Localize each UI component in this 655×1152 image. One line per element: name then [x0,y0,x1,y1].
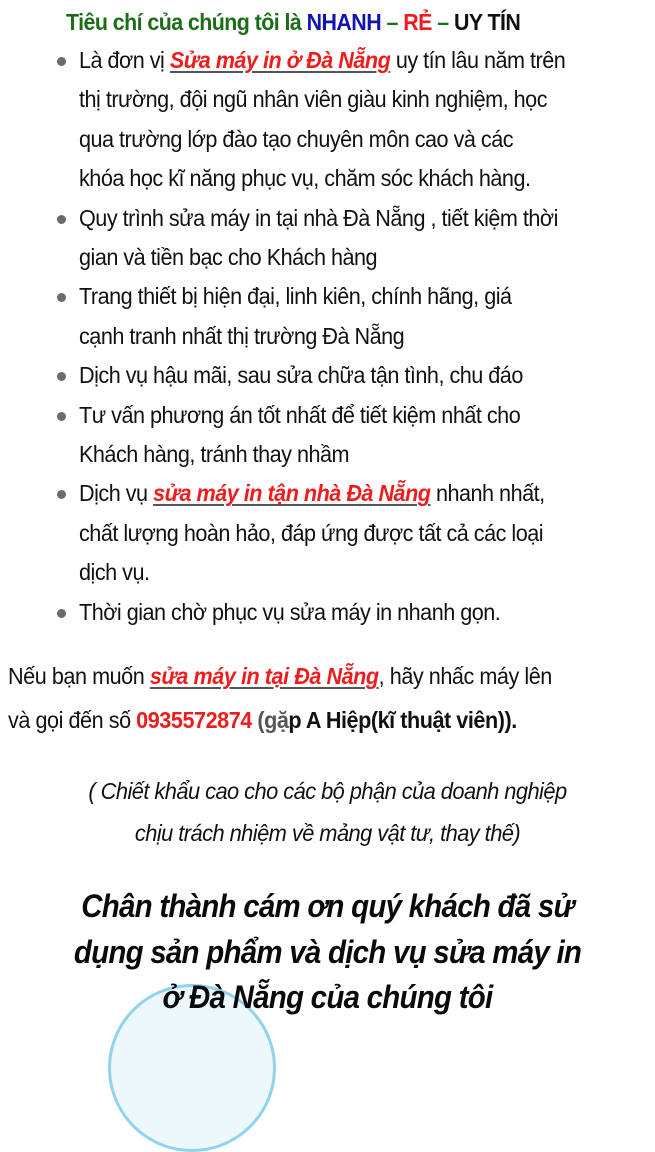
phone-number-link[interactable]: 0935572874 [136,707,252,733]
bullet-icon [57,293,66,302]
contact-paragraph: Nếu bạn muốn sửa máy in tại Đà Nẵng, hãy nhấc máy lên và gọi đến số 0935572874 (gặp A Hiệp(kĩ thuật viên)). [8,663,552,733]
thanks-message: Chân thành cám ơn quý khách đã sử dụng sản phẩm và dịch vụ sửa máy in ở Đà Nẵng của chúng tôi [73,888,582,1015]
discount-note: ( Chiết khẩu cao cho các bộ phận của doanh nghiệp chịu trách nhiệm về mảng vật tư, thay thế) [88,778,567,846]
headline-cheap: RẺ [403,9,432,35]
headline-prefix: Tiêu chí của chúng tôi là [66,9,307,35]
bullet-icon [57,609,66,618]
headline-trust: UY TÍN [453,9,521,35]
link-sua-may-in-da-nang[interactable]: Sửa máy in ở Đà Nẵng [169,47,391,73]
list-item: Quy trình sửa máy in tại nhà Đà Nẵng , tiết kiệm thời gian và tiền bạc cho Khách hàng [0,199,655,278]
list-item: Tư vấn phương án tốt nhất để tiết kiệm nhất cho Khách hàng, tránh thay nhầm [0,396,655,475]
bullet-icon [57,57,66,66]
link-sua-may-in-tai-da-nang[interactable]: sửa máy in tại Đà Nẵng [149,663,379,689]
bullet-icon [57,412,66,421]
criteria-headline [66,9,520,36]
list-item: Trang thiết bị hiện đại, linh kiên, chính hãng, giá cạnh tranh nhất thị trường Đà Nẵng [0,277,655,356]
list-item: Dịch vụ sửa máy in tận nhà Đà Nẵng nhanh nhất, chất lượng hoàn hảo, đáp ứng được tất cả các loại dịch vụ. [0,474,655,592]
headline-separator: – [381,9,404,35]
headline-fast: NHANH [306,9,382,35]
link-sua-may-in-tan-nha[interactable]: sửa máy in tận nhà Đà Nẵng [153,480,431,507]
headline-separator: – [431,9,454,35]
contact-name-start: (gặ [251,707,289,733]
list-item: Là đơn vị Sửa máy in ở Đà Nẵng uy tín lâu năm trên thị trường, đội ngũ nhân viên giàu kinh nghiệm, học qua trường lớp đào tạo chuyên môn cao và các khóa học kĩ năng phục vụ, chăm sóc khách hàng. [0,41,655,199]
bullet-icon [57,490,66,499]
contact-name-rest: p A Hiệp(kĩ thuật viên)). [288,707,517,733]
criteria-list [0,41,655,632]
bullet-icon [57,372,66,381]
list-item: Dịch vụ hậu mãi, sau sửa chữa tận tình, chu đáo [0,356,655,395]
list-item: Thời gian chờ phục vụ sửa máy in nhanh gọn. [0,593,655,632]
bullet-icon [57,215,66,224]
